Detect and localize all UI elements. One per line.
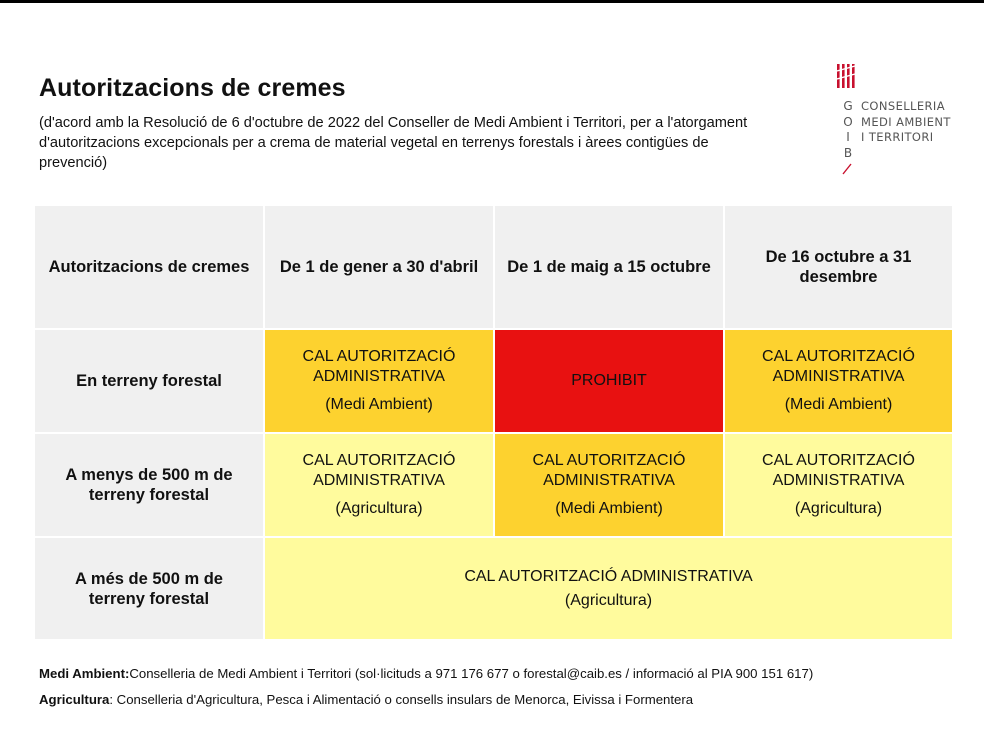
table-cell [495,330,723,432]
cell-note: (Agricultura) [335,500,423,517]
column-header: De 1 de maig a 15 octubre [495,206,723,328]
authorization-table [35,206,950,642]
page-title: Autoritzacions de cremes [39,74,346,102]
row-header: A menys de 500 m de terreny forestal [35,434,263,536]
cell-text: CAL AUTORITZACIÓ ADMINISTRATIVA [762,452,915,489]
footer-label: Medi Ambient: [39,666,130,681]
table-cell [265,434,493,536]
column-header: De 1 de gener a 30 d'abril [265,206,493,328]
table-corner-header: Autoritzacions de cremes [35,206,263,328]
cell-note: (Medi Ambient) [784,396,893,413]
cell-text: CAL AUTORITZACIÓ ADMINISTRATIVA [464,567,753,585]
cell-text: CAL AUTORITZACIÓ ADMINISTRATIVA [762,348,915,385]
table-cell [725,434,952,536]
cell-text: CAL AUTORITZACIÓ ADMINISTRATIVA [302,348,456,385]
table-cell-merged [265,538,952,639]
row-header: A més de 500 m de terreny forestal [35,538,263,639]
logo-letter: G [843,99,853,113]
footer-agricultura [39,692,693,707]
top-border [0,0,984,3]
cell-note: (Agricultura) [794,500,883,517]
footer-label: Agricultura [39,692,110,707]
goib-logo [836,62,966,178]
table-cell [725,330,952,432]
footer-text: Conselleria de Medi Ambient i Territori (sol·licituds a 971 176 677 o forestal@caib.es / informació al PIA 900 151 617) [129,666,814,681]
cell-text: CAL AUTORITZACIÓ ADMINISTRATIVA [532,452,686,489]
logo-letter: B [843,145,853,160]
logo-text [861,99,951,146]
logo-letter: I [846,130,850,144]
goib-emblem-icon [837,62,857,90]
cell-note: (Medi Ambient) [555,500,663,517]
table-cell [265,330,493,432]
column-header: De 16 octubre a 31 desembre [725,206,952,328]
table-cell [495,434,723,536]
footer-text: : Conselleria d'Agricultura, Pesca i Alimentació o consells insulars de Menorca, Eivissa i Formentera [109,692,694,707]
logo-slash-icon [842,163,852,175]
logo-letters [841,99,855,161]
footer-medi-ambient [39,666,813,681]
logo-line: MEDI AMBIENT [861,114,951,129]
logo-line: I TERRITORI [861,130,934,144]
cell-text: PROHIBIT [571,372,647,389]
row-header: En terreny forestal [35,330,263,432]
logo-line: CONSELLERIA [861,99,945,113]
cell-note: (Medi Ambient) [325,396,433,413]
logo-letter: O [843,114,853,129]
page-subtitle: (d'acord amb la Resolució de 6 d'octubre de 2022 del Conseller de Medi Ambient i Territori, per a l'atorgament d'autoritzacions excepcionals per a crema de material vegetal en terrenys forestals i àrees contigües de prevenció) [39,115,748,171]
cell-text: CAL AUTORITZACIÓ ADMINISTRATIVA [302,452,456,489]
cell-note: (Agricultura) [564,591,653,609]
